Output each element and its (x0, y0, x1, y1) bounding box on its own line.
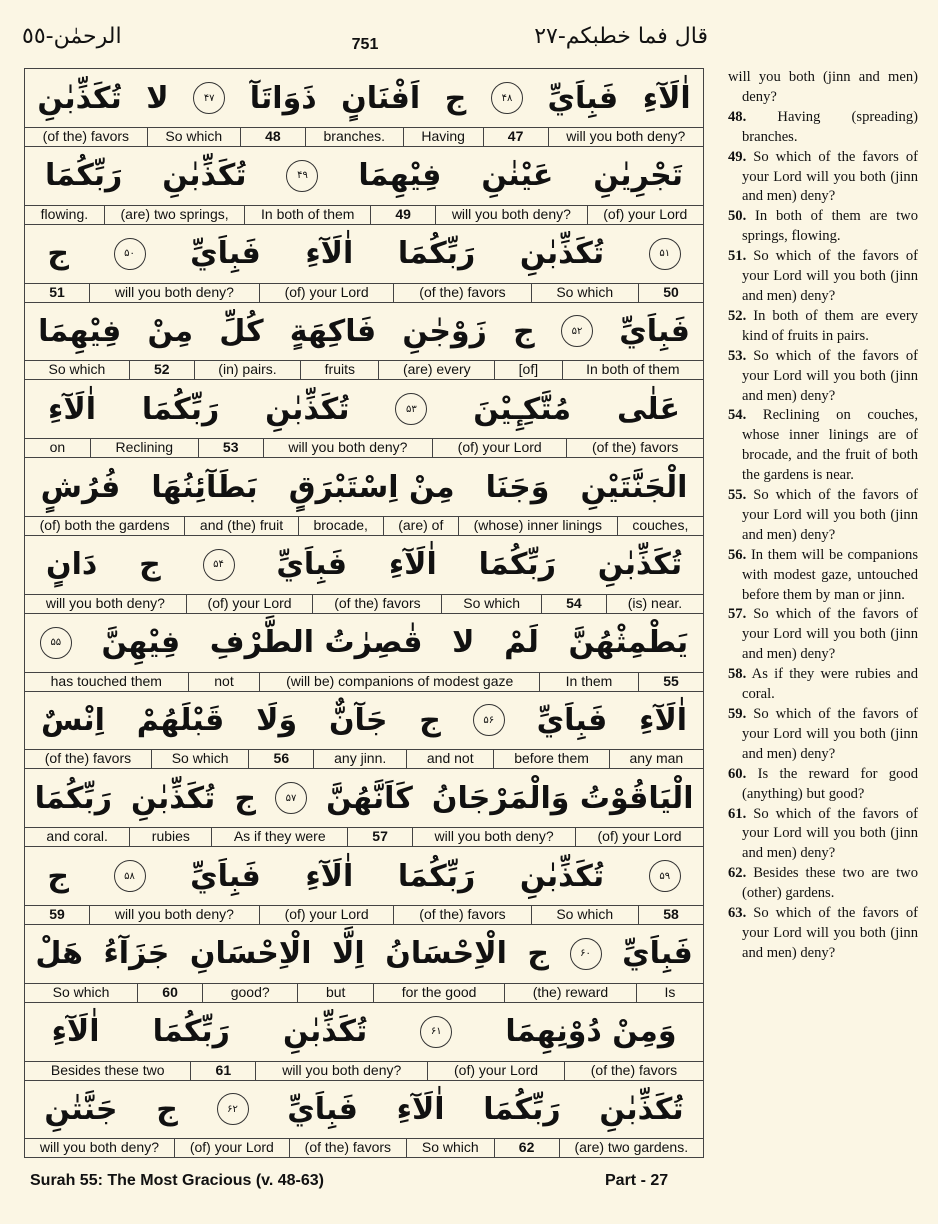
gloss-cell: before them (493, 749, 608, 768)
translation-verse (728, 546, 918, 606)
arabic-word: اِنْسٌ (40, 702, 105, 738)
verse-row-block (25, 769, 703, 847)
translation-verse-text: Reclining on couches, whose inner linings are of brocade, and the fruit of both the gardens is near. (742, 407, 918, 484)
arabic-word: تُكَذِّبٰنِ (599, 1091, 684, 1127)
arabic-line (25, 1080, 703, 1139)
verse-row-block (25, 147, 703, 225)
verse-number-cell: 52 (129, 360, 194, 379)
gloss-cell: and coral. (46, 828, 108, 845)
gloss-cell: (of) your Lord (587, 205, 703, 224)
translation-verse (728, 805, 918, 865)
verse-number-cell: 55 (638, 672, 703, 691)
gloss-cell: (in) pairs. (194, 360, 300, 379)
english-gloss-line (25, 283, 703, 303)
translation-verse-number: 54. (728, 407, 747, 424)
arabic-word: فَبِاَيِّ (547, 80, 619, 116)
verse-row-block (25, 380, 703, 458)
gloss-cell: In both of them (244, 205, 370, 224)
gloss-cell: will you both deny? (39, 1139, 159, 1156)
gloss-cell: (of the) favors (44, 750, 132, 767)
gloss-cell: will you both deny? (263, 438, 432, 457)
translation-verse-number: 52. (728, 307, 747, 324)
arabic-word: فِيْهِنَّ (101, 625, 181, 661)
arabic-line (25, 769, 703, 828)
arabic-word: فَبِاَيِّ (536, 702, 608, 738)
gloss-cell: (are) two gardens. (559, 1138, 703, 1157)
verse-number-cell: 51 (49, 283, 65, 300)
gloss-cell: not (188, 672, 260, 691)
ayah-number-marker: ۶۰ (570, 938, 602, 970)
ayah-number-marker: ۵۳ (395, 393, 427, 425)
gloss-cell: So which (531, 283, 638, 302)
translation-verse-text: So which of the favors of your Lord will you both (jinn and men) deny? (742, 706, 918, 762)
arabic-word: جَزَآءُ (103, 936, 170, 972)
arabic-word: لا (146, 80, 169, 116)
translation-verse (728, 148, 918, 208)
gloss-cell: [of] (494, 360, 561, 379)
gloss-cell: (of the) favors (566, 438, 703, 457)
arabic-word: تُكَذِّبٰنِ (265, 391, 350, 427)
translation-verse (728, 108, 918, 148)
surah-footer: Surah 55: The Most Gracious (v. 48-63) (30, 1172, 325, 1189)
gloss-cell: (whose) inner linings (458, 516, 617, 535)
ayah-number-marker: ۵۴ (203, 549, 235, 581)
arabic-word: رَبِّكُمَا (397, 236, 476, 272)
gloss-cell: (of the) favors (564, 1061, 703, 1080)
gloss-cell: So which (151, 749, 248, 768)
arabic-word: رَبِّكُمَا (478, 547, 556, 583)
arabic-word: رَبِّكُمَا (44, 158, 123, 194)
arabic-word: مِنْ (147, 313, 194, 349)
gloss-cell: In both of them (562, 360, 703, 379)
arabic-word: كُلِّ (219, 313, 264, 349)
arabic-word: فَبِاَيِّ (287, 1091, 358, 1127)
arabic-word: فَبِاَيِّ (276, 547, 348, 583)
translation-verse (728, 665, 918, 705)
verse-number-cell: 49 (370, 205, 435, 224)
gloss-cell: So which (406, 1138, 494, 1157)
arabic-word: الْاِحْسَانُ (385, 936, 507, 972)
arabic-word: وَلَا (256, 702, 298, 738)
arabic-word: اٰلَآءِ (396, 1091, 445, 1127)
arabic-word: ج (156, 1091, 178, 1127)
translation-verse-number: 57. (728, 606, 747, 623)
gloss-cell: (of the) favors (312, 594, 441, 613)
verse-number-cell: 59 (49, 906, 65, 922)
translation-verse-number: 62. (728, 865, 747, 882)
english-gloss-line (25, 438, 703, 458)
arabic-word: فَاكِهَةٍ (289, 313, 377, 349)
ayah-number-marker: ۴۷ (193, 82, 225, 114)
verse-row-block (25, 1080, 703, 1158)
translation-verse (728, 247, 918, 307)
gloss-cell: good? (202, 983, 297, 1002)
gloss-cell: rubies (129, 827, 211, 846)
gloss-cell: on (49, 439, 66, 456)
arabic-word: فَبِاَيِّ (622, 936, 693, 972)
ayah-number-marker: ۵۹ (649, 860, 681, 892)
gloss-cell: will you both deny? (412, 827, 575, 846)
translation-verse-text: In them will be companions with modest gaze, untouched before them by man or jinn. (742, 546, 918, 603)
arabic-word: تُكَذِّبٰنِ (282, 1014, 368, 1050)
translation-verse-number: 48. (728, 108, 747, 125)
arabic-word: لا (452, 625, 475, 661)
english-gloss-line (25, 360, 703, 380)
arabic-word: فِيْهِمَا (38, 313, 122, 349)
word-by-word-grid (24, 68, 704, 1158)
gloss-cell: and not (406, 749, 493, 768)
translation-verse-number: 61. (728, 805, 747, 822)
translation-verse (728, 406, 918, 486)
arabic-line (25, 225, 703, 284)
arabic-word: تُكَذِّبٰنِ (162, 158, 247, 194)
arabic-word: قٰصِرٰتُ الطَّرْفِ (209, 625, 423, 661)
arabic-word: هَلْ (35, 936, 83, 972)
translation-verse-number: 49. (728, 148, 747, 165)
arabic-word: ج (47, 858, 69, 894)
arabic-word: تُكَذِّبٰنِ (519, 858, 605, 894)
ayah-number-marker: ۴۸ (491, 82, 523, 114)
english-gloss-line (25, 127, 703, 147)
ayah-number-marker: ۵۸ (114, 860, 146, 892)
arabic-word: فُرُشٍ (40, 469, 121, 505)
arabic-word: ذَوَاتَآ (249, 80, 317, 116)
arabic-word: رَبِّكُمَا (152, 1014, 230, 1050)
gloss-cell: (of) your Lord (259, 283, 394, 302)
translation-verse-text: In both of them are every kind of fruits in pairs. (742, 307, 918, 344)
arabic-word: اٰلَآءِ (639, 702, 688, 738)
ayah-number-marker: ۵۵ (40, 627, 72, 659)
gloss-cell: Besides these two (50, 1061, 165, 1078)
arabic-word: ج (527, 936, 550, 972)
arabic-word: الْجَنَّتَيْنِ (580, 469, 688, 505)
verse-number-cell: 54 (541, 594, 606, 613)
gloss-cell: As if they were (211, 827, 347, 846)
arabic-line (25, 458, 703, 517)
arabic-word: ج (419, 702, 441, 738)
translation-verse-text: Besides these two are two (other) gardens. (742, 865, 918, 902)
translation-verse (728, 705, 918, 765)
verse-number-cell: 47 (483, 127, 548, 146)
gloss-cell: any man (609, 749, 703, 768)
gloss-cell: for the good (373, 983, 504, 1002)
arabic-word: اِلَّا (332, 936, 365, 972)
arabic-word: لَمْ (504, 625, 539, 661)
verse-number-cell: 61 (190, 1061, 255, 1080)
gloss-cell: (is) near. (606, 594, 703, 613)
gloss-cell: (of) your Lord (427, 1061, 564, 1080)
verse-row-block (25, 536, 703, 614)
gloss-cell: (of the) favors (393, 283, 530, 302)
arabic-line (25, 69, 703, 128)
arabic-word: زَوْجٰنِ (402, 313, 487, 349)
gloss-cell: (the) reward (504, 983, 636, 1002)
translation-verse-text: So which of the favors of your Lord will you both (jinn and men) deny? (742, 487, 918, 543)
gloss-cell: Having (403, 127, 483, 146)
translation-verse-number: 58. (728, 666, 747, 683)
gloss-cell: any jinn. (313, 749, 406, 768)
translation-verse-number: 50. (728, 208, 747, 225)
verse-number-cell: 62 (494, 1138, 559, 1157)
translation-verse-text: So which of the favors of your Lord will you both (jinn and men) deny? (742, 248, 918, 304)
gloss-cell: In them (539, 672, 638, 691)
translation-verse (728, 605, 918, 665)
arabic-word: اٰلَآءِ (51, 1014, 100, 1050)
gloss-cell: (are) two springs, (104, 205, 245, 224)
translation-verse (728, 486, 918, 546)
gloss-cell: will you both deny? (89, 283, 259, 302)
arabic-word: قَبْلَهُمْ (136, 702, 225, 738)
arabic-line (25, 147, 703, 206)
arabic-word: رَبِّكُمَا (141, 391, 220, 427)
arabic-line (25, 1003, 703, 1062)
translation-verse (728, 307, 918, 347)
translation-verse-number: 55. (728, 487, 747, 504)
translation-verse-text: So which of the favors of your Lord will you both (jinn and men) deny? (742, 805, 918, 862)
arabic-word: تُكَذِّبٰنِ (37, 80, 122, 116)
arabic-word: جَنَّتٰنِ (44, 1091, 118, 1127)
gloss-cell: So which (52, 983, 110, 1000)
english-gloss-line (25, 1061, 703, 1081)
arabic-word: وَمِنْ دُوْنِهِمَا (505, 1014, 677, 1050)
arabic-word: جَآنٌّ (328, 702, 388, 738)
verse-row-block (25, 691, 703, 769)
gloss-cell: So which (441, 594, 540, 613)
arabic-word: الْيَاقُوْتُ وَالْمَرْجَانُ (431, 780, 694, 816)
translation-verse-number: 56. (728, 546, 747, 563)
arabic-word: مِنْ اِسْتَبْرَقٍ (288, 469, 455, 505)
gloss-cell: brocade, (298, 516, 383, 535)
gloss-cell: flowing. (40, 205, 89, 222)
gloss-cell: (of) your Lord (575, 827, 703, 846)
surah-header: الرحمٰن-٥٥ (22, 24, 122, 49)
gloss-cell: will you both deny? (89, 905, 259, 924)
gloss-cell: but (297, 983, 373, 1002)
translation-verse (728, 864, 918, 904)
gloss-cell: (of) your Lord (259, 905, 394, 924)
arabic-line (25, 380, 703, 439)
verse-row-block (25, 302, 703, 380)
translation-verse-number: 60. (728, 765, 747, 782)
gloss-cell: branches. (305, 127, 403, 146)
ayah-number-marker: ۵۷ (275, 782, 307, 814)
translation-verse (728, 347, 918, 407)
page-number: 751 (351, 36, 379, 53)
arabic-line (25, 614, 703, 673)
ayah-number-marker: ۵۲ (561, 315, 593, 347)
verse-number-cell: 48 (240, 127, 305, 146)
arabic-word: ج (139, 547, 161, 583)
verse-row-block (25, 847, 703, 925)
gloss-cell: will you both deny? (435, 205, 586, 224)
verse-row-block (25, 614, 703, 692)
translation-verse-number: 51. (728, 248, 747, 265)
gloss-cell: So which (48, 361, 106, 378)
verse-row-block (25, 925, 703, 1003)
english-gloss-line (25, 905, 703, 925)
arabic-word: ج (234, 780, 256, 816)
english-gloss-line (25, 827, 703, 847)
gloss-cell: (are) of (383, 516, 458, 535)
verse-row-block (25, 1003, 703, 1081)
translation-column (728, 68, 918, 964)
part-footer: Part - 27 (605, 1172, 669, 1189)
translation-verse-text: will you both (jinn and men) deny? (728, 69, 918, 105)
translation-verse-text: In both of them are two springs, flowing. (742, 208, 918, 245)
translation-verse-number: 53. (728, 347, 747, 364)
arabic-word: ج (444, 80, 467, 116)
arabic-line (25, 847, 703, 906)
arabic-word: فِيْهِمَا (358, 158, 442, 194)
english-gloss-line (25, 594, 703, 614)
gloss-cell: Is (636, 983, 703, 1002)
arabic-word: اَفْنَانٍ (341, 80, 421, 116)
arabic-word: يَطْمِثْهُنَّ (568, 625, 689, 661)
arabic-word: تُكَذِّبٰنِ (597, 547, 683, 583)
arabic-word: ج (513, 313, 535, 349)
gloss-cell: So which (147, 127, 240, 146)
gloss-cell: So which (531, 905, 638, 924)
arabic-word: عَلٰى (616, 391, 681, 427)
translation-verse-number: 63. (728, 905, 747, 922)
arabic-word: الْاِحْسَانِ (189, 936, 312, 972)
verse-number-cell: 60 (137, 983, 202, 1002)
english-gloss-line (25, 516, 703, 536)
juz-header: قال فما خطبكم-٢٧ (534, 24, 708, 49)
gloss-cell: (of the) favors (289, 1138, 406, 1157)
verse-row-block (25, 458, 703, 536)
translation-verse-text: So which of the favors of your Lord will you both (jinn and men) deny? (742, 905, 918, 961)
ayah-number-marker: ۵۶ (473, 704, 505, 736)
arabic-word: وَجَنَا (485, 469, 550, 505)
translation-verse-text: Is the reward for good (anything) but good? (742, 765, 918, 802)
gloss-cell: Reclining (90, 438, 198, 457)
gloss-cell: will you both deny? (255, 1061, 427, 1080)
gloss-cell: (will be) companions of modest gaze (259, 672, 539, 691)
arabic-word: اٰلَآءِ (48, 391, 96, 427)
verse-number-cell: 56 (248, 749, 313, 768)
english-gloss-line (25, 1138, 703, 1157)
arabic-word: اٰلَآءِ (305, 858, 354, 894)
english-gloss-line (25, 749, 703, 769)
arabic-word: فَبِاَيِّ (619, 313, 690, 349)
translation-verse-text: Having (spreading) branches. (742, 108, 918, 145)
translation-verse-number: 59. (728, 706, 747, 722)
gloss-cell: will you both deny? (548, 127, 703, 146)
arabic-word: رَبِّكُمَا (483, 1091, 561, 1127)
verse-number-cell: 58 (638, 905, 703, 924)
translation-verse-text: So which of the favors of your Lord will you both (jinn and men) deny? (742, 606, 918, 663)
gloss-cell: has touched them (50, 672, 162, 689)
translation-verse (728, 68, 918, 108)
gloss-cell: (of the) favors (42, 128, 130, 144)
arabic-word: رَبِّكُمَا (397, 858, 476, 894)
arabic-word: عَيْنٰنِ (481, 158, 554, 194)
arabic-word: تَجْرِيٰنِ (593, 158, 684, 194)
verse-row-block (25, 69, 703, 147)
verse-row-block (25, 225, 703, 303)
ayah-number-marker: ۵۰ (114, 238, 146, 270)
english-gloss-line (25, 205, 703, 225)
arabic-word: تُكَذِّبٰنِ (519, 236, 605, 272)
verse-number-cell: 50 (638, 283, 703, 302)
arabic-word: ج (47, 236, 69, 272)
gloss-cell: (are) every (378, 360, 494, 379)
english-gloss-line (25, 983, 703, 1003)
verse-number-cell: 57 (347, 827, 412, 846)
arabic-line (25, 536, 703, 595)
arabic-line (25, 302, 703, 361)
gloss-cell: couches, (617, 516, 703, 535)
gloss-cell: (of) your Lord (186, 594, 313, 613)
arabic-line (25, 925, 703, 984)
gloss-cell: (of) both the gardens (39, 517, 170, 533)
gloss-cell: fruits (300, 360, 378, 379)
arabic-word: بَطَآئِنُهَا (151, 469, 258, 505)
arabic-word: اٰلَآءِ (642, 80, 691, 116)
translation-verse (728, 765, 918, 805)
arabic-word: فَبِاَيِّ (190, 858, 261, 894)
gloss-cell: (of the) favors (393, 905, 530, 924)
arabic-line (25, 691, 703, 750)
ayah-number-marker: ۵۱ (649, 238, 681, 270)
arabic-word: رَبِّكُمَا (34, 780, 112, 816)
arabic-word: مُتَّكِـِٕيْنَ (473, 391, 572, 427)
translation-verse-text: As if they were rubies and coral. (742, 666, 919, 703)
english-gloss-line (25, 672, 703, 692)
gloss-cell: will you both deny? (45, 594, 165, 611)
arabic-word: اٰلَآءِ (305, 236, 354, 272)
ayah-number-marker: ۶۱ (420, 1016, 452, 1048)
arabic-word: دَانٍ (46, 547, 98, 583)
arabic-word: تُكَذِّبٰنِ (131, 780, 216, 816)
gloss-cell: and (the) fruit (184, 516, 298, 535)
arabic-word: فَبِاَيِّ (190, 236, 261, 272)
gloss-cell: (of) your Lord (432, 438, 566, 457)
arabic-word: كَاَنَّهُنَّ (326, 780, 413, 816)
translation-verse (728, 904, 918, 964)
arabic-word: اٰلَآءِ (388, 547, 437, 583)
translation-verse (728, 207, 918, 247)
ayah-number-marker: ۴۹ (286, 160, 318, 192)
translation-verse-text: So which of the favors of your Lord will you both (jinn and men) deny? (742, 148, 918, 205)
translation-verse-text: So which of the favors of your Lord will you both (jinn and men) deny? (742, 347, 918, 404)
verse-number-cell: 53 (198, 438, 263, 457)
gloss-cell: (of) your Lord (174, 1138, 289, 1157)
ayah-number-marker: ۶۲ (217, 1093, 249, 1125)
